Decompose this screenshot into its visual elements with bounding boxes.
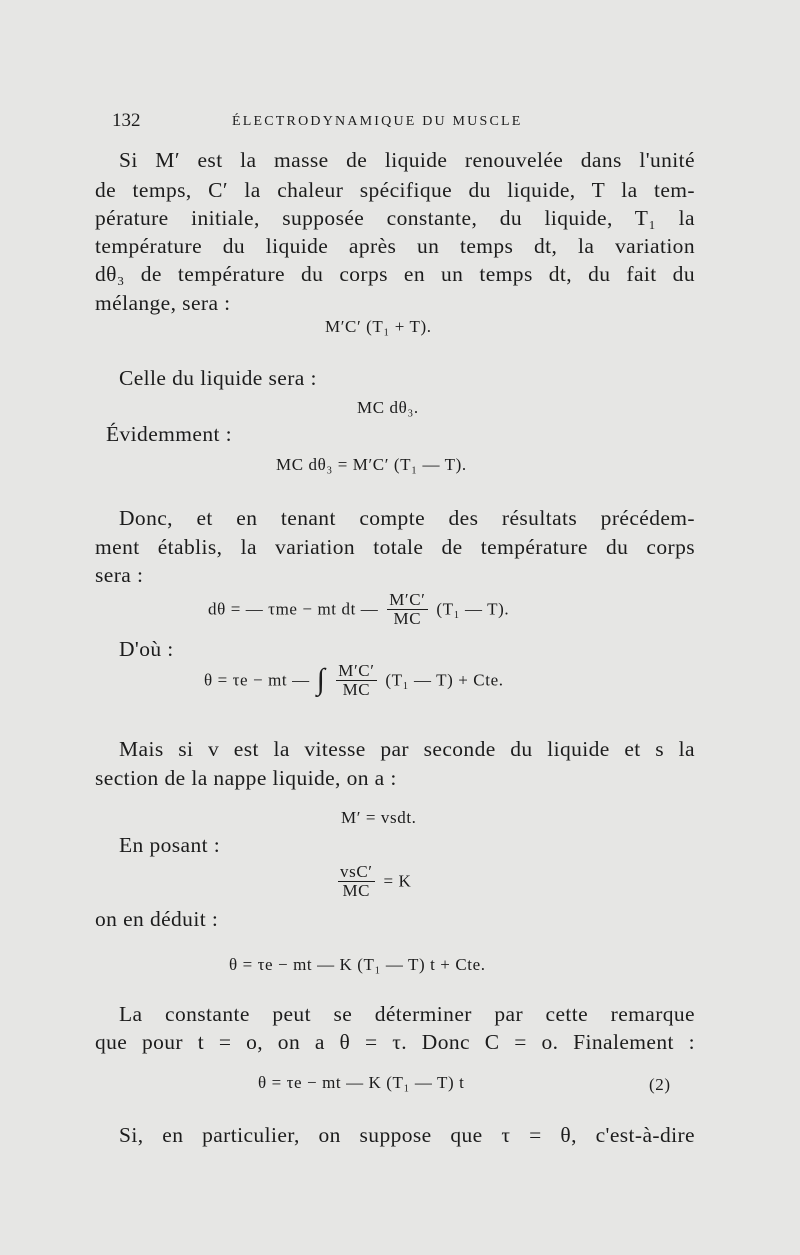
equation-5-numerator: M′C′	[338, 661, 375, 680]
equation-2: MC dθ₃.	[357, 398, 419, 417]
equation-1: M′C′ (T₁ + T).	[325, 317, 432, 336]
para3-line1: Mais si v est la vitesse par seconde du liquide et s la	[119, 737, 695, 761]
equation-6: M′ = vsdt.	[341, 808, 417, 827]
equation-4-denominator: MC	[393, 608, 422, 628]
equation-7-denominator: MC	[342, 880, 371, 900]
para1-line2: de temps, C′ la chaleur spécifique du liquide, T la tem-	[95, 178, 695, 202]
equation-7-rhs: = K	[383, 871, 412, 891]
equation-4	[208, 591, 509, 628]
equation-4-numerator: M′C′	[389, 590, 426, 609]
equation-5-lhs: θ = τe − mt —	[204, 670, 310, 690]
equation-5-rhs: (T₁ — T) + Cte.	[385, 670, 504, 690]
equation-4-fraction	[387, 591, 427, 628]
equation-4-lhs: dθ = — τme − mt dt —	[208, 599, 379, 619]
equation-5	[204, 662, 504, 699]
equation-9: θ = τe − mt — K (T₁ — T) t	[258, 1073, 465, 1092]
para2-line1: Donc, et en tenant compte des résultats précédem-	[119, 506, 695, 530]
para1-line3: pérature initiale, supposée constante, du liquide, T₁ la	[95, 206, 695, 230]
dou-line: D'où :	[119, 637, 174, 661]
equation-5-denominator: MC	[342, 679, 371, 699]
en-posant-line: En posant :	[119, 833, 221, 857]
para1-line5: dθ₃ de température du corps en un temps dt, du fait du	[95, 262, 695, 286]
equation-number: (2)	[649, 1075, 671, 1094]
on-deduit-line: on en déduit :	[95, 907, 219, 931]
para2-line2: ment établis, la variation totale de température du corps	[95, 535, 695, 559]
equation-7	[338, 863, 411, 900]
para4-line2: que pour t = o, on a θ = τ. Donc C = o. Finalement :	[95, 1030, 695, 1054]
equation-8: θ = τe − mt — K (T₁ — T) t + Cte.	[229, 955, 486, 974]
equation-7-fraction	[338, 863, 375, 900]
para1-line6: mélange, sera :	[95, 291, 231, 315]
celle-line: Celle du liquide sera :	[119, 366, 317, 390]
para2-line3: sera :	[95, 563, 144, 587]
running-title: ÉLECTRODYNAMIQUE DU MUSCLE	[232, 114, 523, 129]
equation-4-rhs: (T₁ — T).	[436, 599, 510, 619]
para4-line1: La constante peut se déterminer par cette remarque	[119, 1002, 695, 1026]
equation-5-fraction	[336, 662, 376, 699]
equation-7-numerator: vsC′	[340, 862, 373, 881]
page-number: 132	[112, 110, 141, 131]
para5-line1: Si, en particulier, on suppose que τ = θ, c'est-à-dire	[119, 1123, 695, 1147]
equation-3: MC dθ₃ = M′C′ (T₁ — T).	[276, 455, 467, 474]
para1-line4: température du liquide après un temps dt, la variation	[95, 234, 695, 258]
evidemment-line: Évidemment :	[106, 422, 233, 446]
integral-sign: ∫	[316, 663, 326, 697]
para3-line2: section de la nappe liquide, on a :	[95, 766, 397, 790]
para1-line1: Si M′ est la masse de liquide renouvelée dans l'unité	[119, 148, 695, 172]
